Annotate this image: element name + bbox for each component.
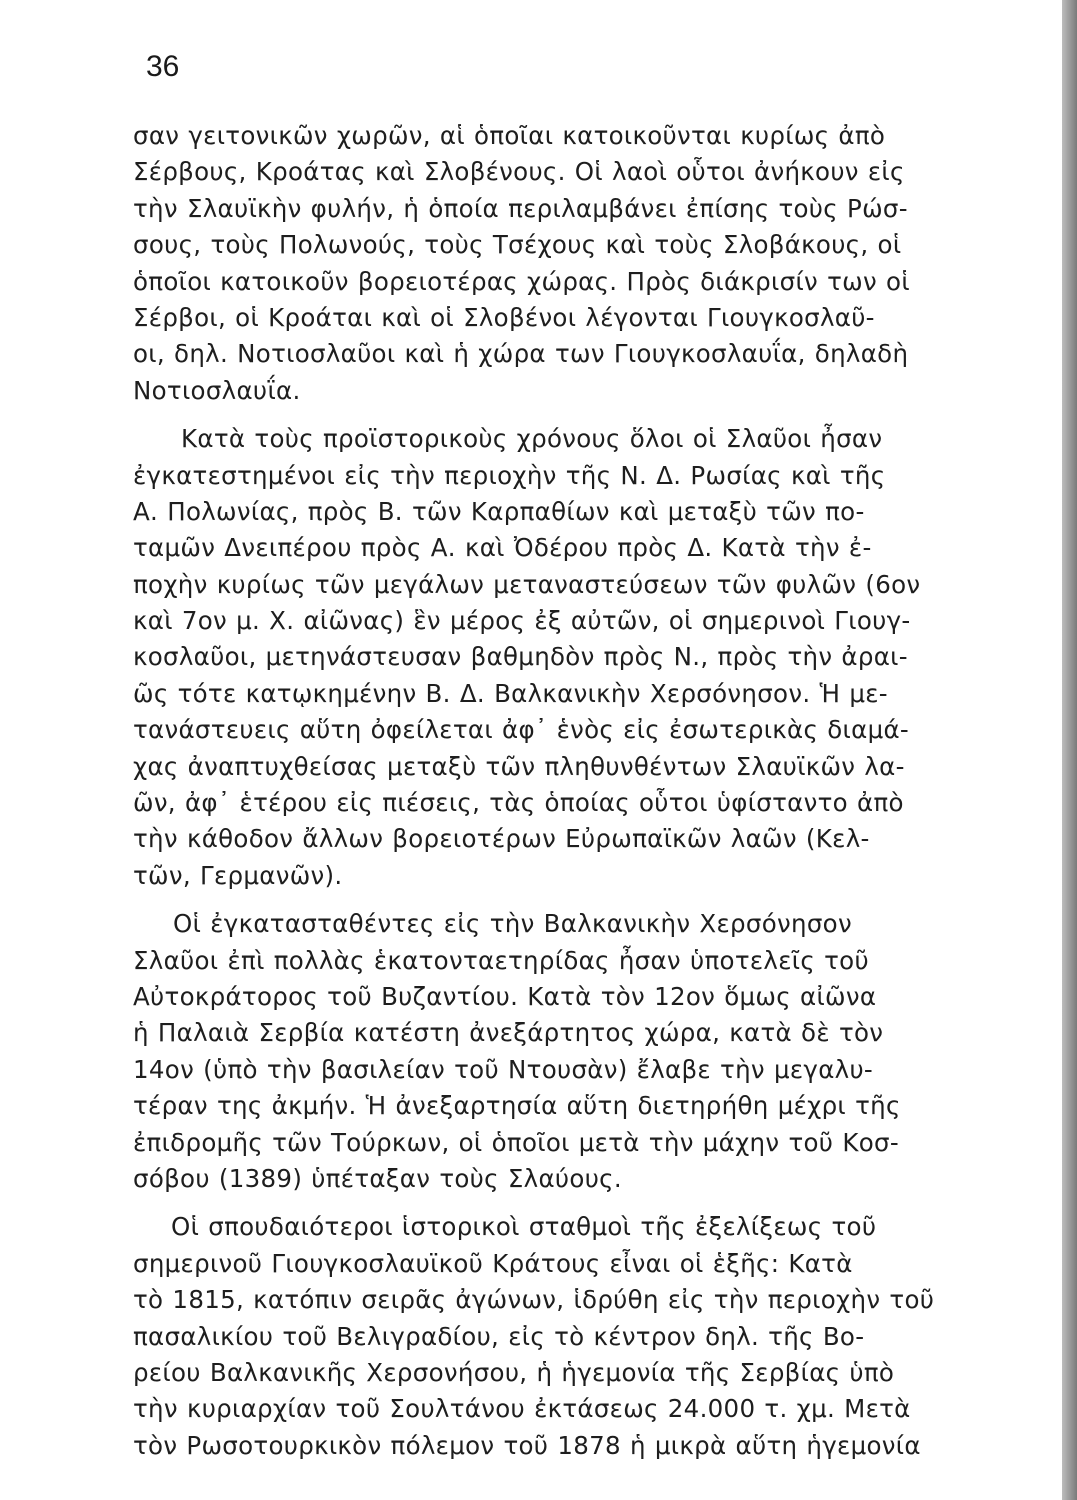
text-line: Νοτιοσλαυΐα. [133,375,301,405]
text-line: ποχὴν κυρίως τῶν μεγάλων μεταναστεύσεων τῶν φυλῶν (6ον [133,569,921,599]
text-line: οι, δηλ. Νοτιοσλαῦοι καὶ ἡ χώρα των Γιουγκοσλαυΐα, δηλαδὴ [133,339,909,369]
text-line: σημερινοῦ Γιουγκοσλαυϊκοῦ Κράτους εἶναι οἱ ἑξῆς: Κατὰ [133,1248,853,1278]
text-line: τέραν της ἀκμήν. Ἡ ἀνεξαρτησία αὕτη διετηρήθη μέχρι τῆς [133,1091,901,1121]
text-line: τὸ 1815, κατόπιν σειρᾶς ἀγώνων, ἱδρύθη εἰς τὴν περιοχὴν τοῦ [133,1285,935,1315]
page-number: 36 [146,50,180,83]
text-line: πασαλικίου τοῦ Βελιγραδίου, εἰς τὸ κέντρον δηλ. τῆς Βο- [133,1321,865,1351]
paragraph-3 [133,906,955,1197]
text-line: Α. Πολωνίας, πρὸς Β. τῶν Καρπαθίων καὶ μεταξὺ τῶν πο- [133,496,865,526]
text-line: σόβου (1389) ὑπέταξαν τοὺς Σλαύους. [133,1163,622,1193]
text-line: καὶ 7ον μ. Χ. αἰῶνας) ἓν μέρος ἐξ αὐτῶν, οἱ σημερινοὶ Γιουγ- [133,606,911,636]
text-line: ἐπιδρομῆς τῶν Τούρκων, οἱ ὁποῖοι μετὰ τὴν μάχην τοῦ Κοσ- [133,1127,899,1157]
text-line: Οἱ σπουδαιότεροι ἱστορικοὶ σταθμοὶ τῆς ἐξελίξεως τοῦ [171,1212,877,1242]
text-line: τανάστευεις αὕτη ὀφείλεται ἀφ᾽ ἑνὸς εἰς ἐσωτερικὰς διαμά- [133,715,910,745]
text-line: τὴν κάθοδον ἄλλων βορειοτέρων Εὐρωπαϊκῶν λαῶν (Κελ- [133,824,870,854]
text-line: ρείου Βαλκανικῆς Χερσονήσου, ἡ ἡγεμονία τῆς Σερβίας ὑπὸ [133,1357,895,1387]
text-line: κοσλαῦοι, μετηνάστευσαν βαθμηδὸν πρὸς Ν., πρὸς τὴν ἀραι- [133,642,908,672]
text-line: Κατὰ τοὺς προϊστορικοὺς χρόνους ὅλοι οἱ Σλαῦοι ἦσαν [181,424,883,454]
text-line: ῶς τότε κατῳκημένην Β. Δ. Βαλκανικὴν Χερσόνησον. Ἡ με- [133,678,888,708]
body-text [133,118,955,1464]
text-line: 14ον (ὑπὸ τὴν βασιλείαν τοῦ Ντουσὰν) ἔλαβε τὴν μεγαλυ- [133,1054,874,1084]
text-line: Σέρβους, Κροάτας καὶ Σλοβένους. Οἱ λαοὶ οὗτοι ἀνήκουν εἰς [133,157,905,187]
paragraph-gap [133,1197,955,1209]
text-line: τῶν, Γερμανῶν). [133,860,343,890]
text-line: σαν γειτονικῶν χωρῶν, αἱ ὁποῖαι κατοικοῦνται κυρίως ἀπὸ [133,121,886,150]
text-line: ῶν, ἀφ᾽ ἑτέρου εἰς πιέσεις, τὰς ὁποίας οὗτοι ὑφίσταντο ἀπὸ [133,788,904,818]
paragraph-2 [133,421,955,894]
text-line: ἡ Παλαιὰ Σερβία κατέστη ἀνεξάρτητος χώρα, κατὰ δὲ τὸν [133,1018,884,1048]
text-line: τὴν κυριαρχίαν τοῦ Σουλτάνου ἐκτάσεως 24.000 τ. χμ. Μετὰ [133,1394,911,1424]
paragraph-1 [133,118,955,409]
text-line: ταμῶν Δνειπέρου πρὸς Α. καὶ Ὀδέρου πρὸς Δ. Κατὰ τὴν ἐ- [133,533,872,563]
text-line: σους, τοὺς Πολωνούς, τοὺς Τσέχους καὶ τοὺς Σλοβάκους, οἱ [133,230,902,260]
paragraph-gap [133,409,955,421]
paragraph-gap [133,894,955,906]
text-line: τὴν Σλαυϊκὴν φυλήν, ἡ ὁποία περιλαμβάνει ἐπίσης τοὺς Ρώσ- [133,193,908,223]
text-line: Σέρβοι, οἱ Κροάται καὶ οἱ Σλοβένοι λέγονται Γιουγκοσλαῦ- [133,302,875,332]
text-line: τὸν Ρωσοτουρκικὸν πόλεμον τοῦ 1878 ἡ μικρὰ αὕτη ἡγεμονία [133,1430,921,1460]
text-line: ἐγκατεστημένοι εἰς τὴν περιοχὴν τῆς Ν. Δ. Ρωσίας καὶ τῆς [133,460,886,490]
text-line: Σλαῦοι ἐπὶ πολλὰς ἑκατονταετηρίδας ἦσαν ὑποτελεῖς τοῦ [133,945,869,975]
text-line: χας ἀναπτυχθείσας μεταξὺ τῶν πληθυνθέντων Σλαυϊκῶν λα- [133,751,905,781]
page-edge-shadow [1062,0,1077,1500]
text-line: ὁποῖοι κατοικοῦν βορειοτέρας χώρας. Πρὸς διάκρισίν των οἱ [133,266,910,296]
paragraph-4 [133,1209,955,1464]
text-line: Αὐτοκράτορος τοῦ Βυζαντίου. Κατὰ τὸν 12ον ὅμως αἰῶνα [133,981,877,1011]
text-line: Οἱ ἐγκατασταθέντες εἰς τὴν Βαλκανικὴν Χερσόνησον [173,909,852,939]
